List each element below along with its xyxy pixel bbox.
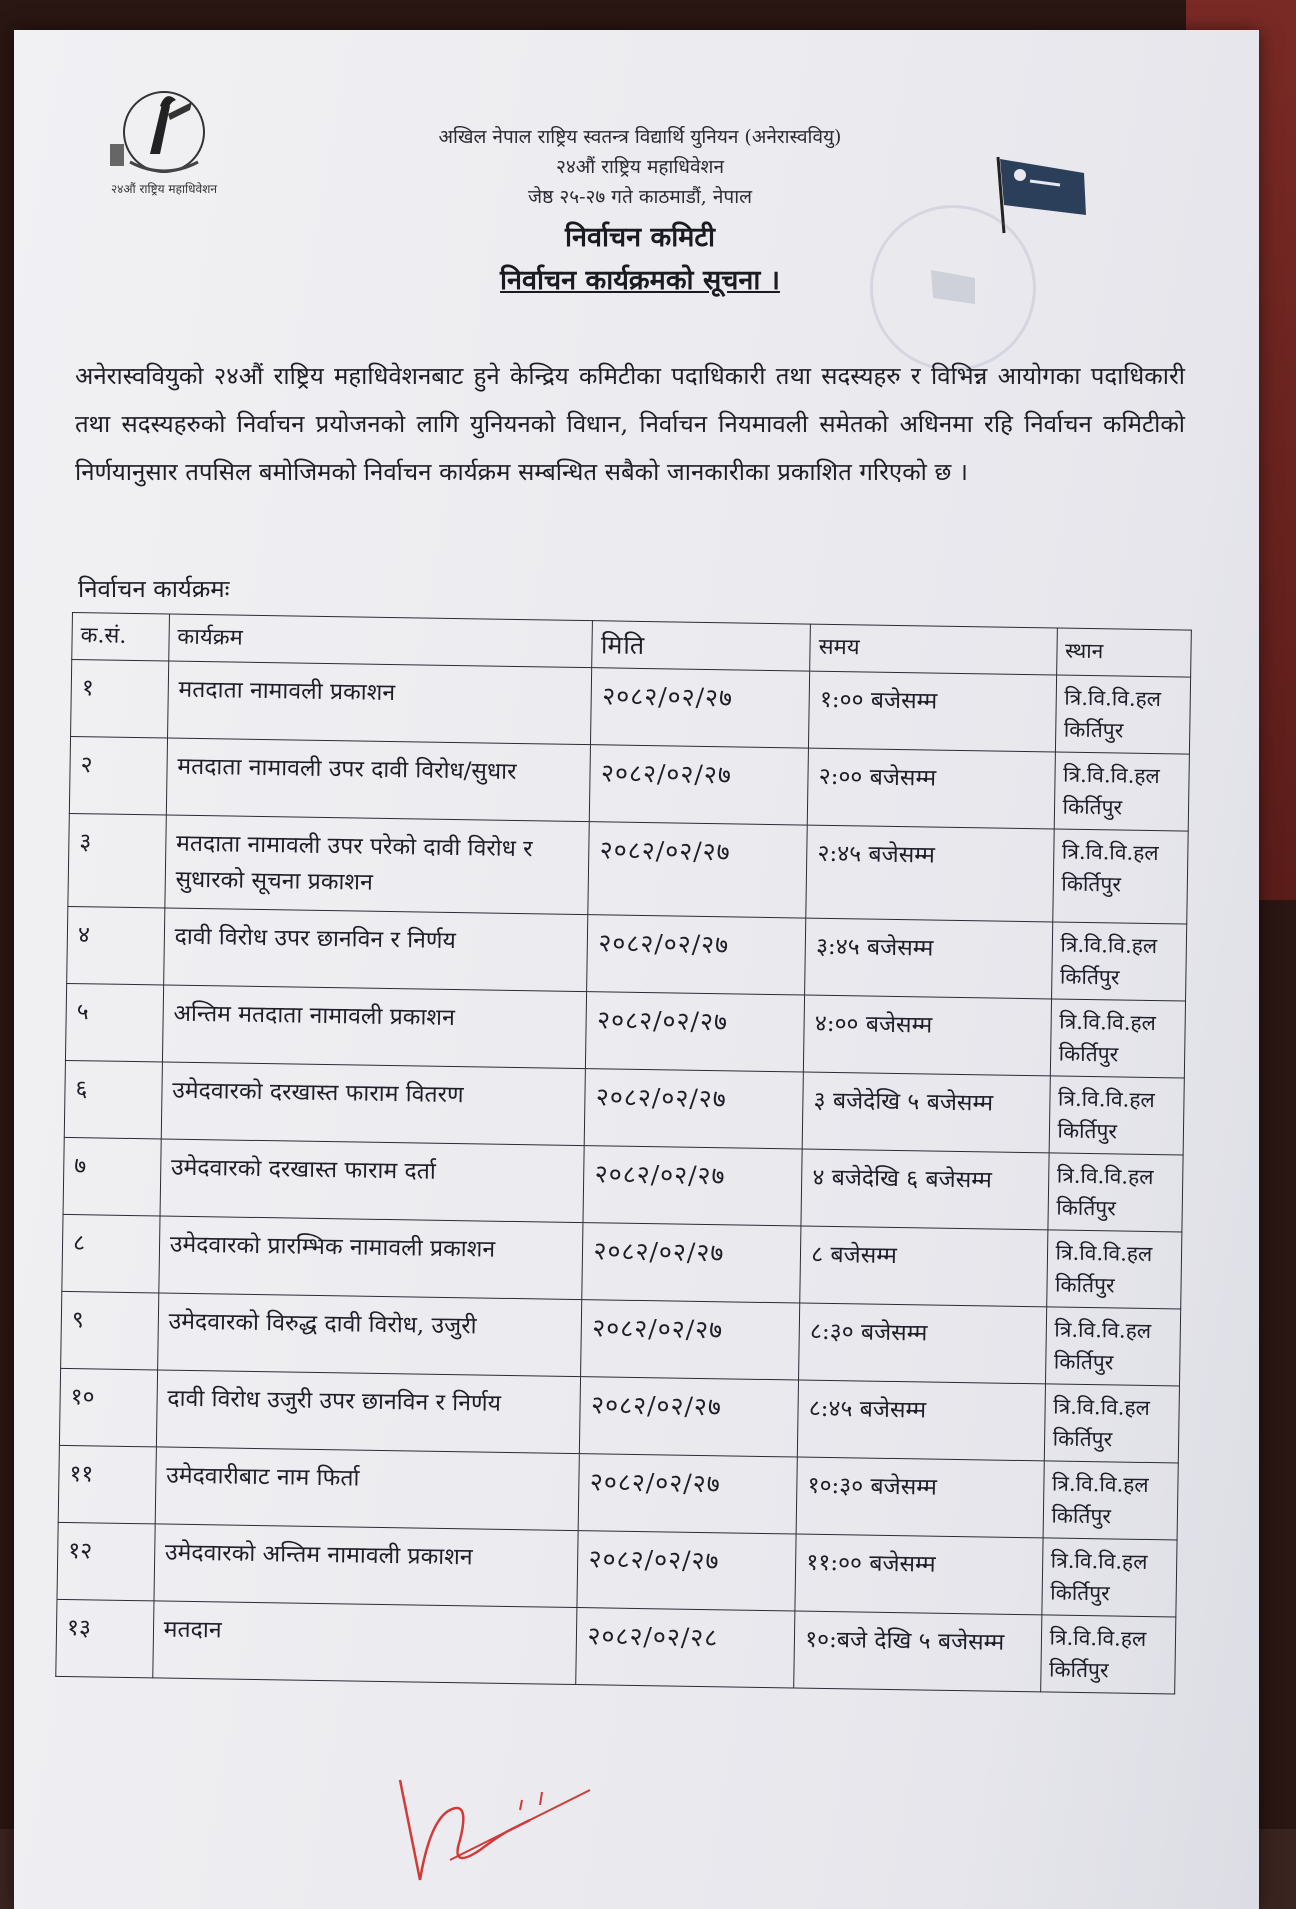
schedule-section-title: निर्वाचन कार्यक्रमः bbox=[78, 575, 230, 603]
cell-time: २:४५ बजेसम्म bbox=[806, 825, 1054, 922]
cell-program: मतदाता नामावली उपर दावी विरोध/सुधार bbox=[166, 738, 591, 822]
cell-serial: ११ bbox=[58, 1445, 156, 1524]
cell-place: त्रि.वि.वि.हल किर्तिपुर bbox=[1052, 829, 1188, 924]
cell-time: ४ बजेदेखि ६ बजेसम्म bbox=[801, 1149, 1048, 1230]
cell-program: अन्तिम मतदाता नामावली प्रकाशन bbox=[162, 985, 587, 1069]
cell-program: उमेदवारको प्रारम्भिक नामावली प्रकाशन bbox=[159, 1216, 584, 1300]
cell-serial: ५ bbox=[65, 983, 163, 1062]
cell-date: २०८२/०२/२७ bbox=[588, 822, 807, 918]
cell-time: ८:४५ बजेसम्म bbox=[798, 1380, 1045, 1461]
cell-date: २०८२/०२/२७ bbox=[582, 1223, 801, 1303]
cell-program: उमेदवारीबाट नाम फिर्ता bbox=[155, 1447, 580, 1531]
cell-time: १०:३० बजेसम्म bbox=[796, 1457, 1043, 1538]
cell-date: २०८२/०२/२७ bbox=[581, 1300, 800, 1380]
header-time: समय bbox=[810, 624, 1057, 675]
cell-program: मतदाता नामावली प्रकाशन bbox=[167, 661, 592, 745]
cell-place: त्रि.वि.वि.हल किर्तिपुर bbox=[1045, 1307, 1181, 1386]
cell-time: २:०० बजेसम्म bbox=[807, 748, 1054, 829]
cell-time: १:०० बजेसम्म bbox=[809, 671, 1056, 752]
header-place: स्थान bbox=[1056, 628, 1191, 677]
cell-place: त्रि.वि.वि.हल किर्तिपुर bbox=[1049, 1076, 1185, 1155]
cell-date: २०८२/०२/२७ bbox=[590, 745, 809, 825]
cell-serial: ४ bbox=[67, 906, 165, 985]
cell-time: ८:३० बजेसम्म bbox=[799, 1303, 1046, 1384]
cell-date: २०८२/०२/२७ bbox=[587, 915, 806, 995]
cell-place: त्रि.वि.वि.हल किर्तिपुर bbox=[1055, 675, 1191, 754]
cell-program: उमेदवारको दरखास्त फाराम वितरण bbox=[161, 1062, 586, 1146]
cell-time: १०:बजे देखि ५ बजेसम्म bbox=[794, 1611, 1041, 1692]
cell-place: त्रि.वि.वि.हल किर्तिपुर bbox=[1047, 1153, 1183, 1232]
cell-place: त्रि.वि.वि.हल किर्तिपुर bbox=[1054, 752, 1190, 831]
cell-date: २०८२/०२/२७ bbox=[586, 992, 805, 1072]
cell-time: ३:४५ बजेसम्म bbox=[805, 918, 1052, 999]
notice-header bbox=[330, 122, 950, 302]
cell-place: त्रि.वि.वि.हल किर्तिपुर bbox=[1040, 1615, 1176, 1694]
cell-date: २०८२/०२/२७ bbox=[579, 1454, 798, 1534]
cell-program: मतदान bbox=[153, 1601, 578, 1685]
cell-time: ८ बजेसम्म bbox=[800, 1226, 1047, 1307]
cell-serial: ६ bbox=[64, 1060, 162, 1139]
election-schedule-table bbox=[55, 612, 1192, 1694]
cell-program: मतदाता नामावली उपर परेको दावी विरोध र सुधारको सूचना प्रकाशन bbox=[165, 815, 590, 915]
cell-place: त्रि.वि.वि.हल किर्तिपुर bbox=[1046, 1230, 1182, 1309]
cell-program: उमेदवारको दरखास्त फाराम दर्ता bbox=[160, 1139, 585, 1223]
cell-serial: १ bbox=[71, 660, 169, 739]
cell-serial: ८ bbox=[62, 1214, 160, 1293]
cell-place: त्रि.वि.वि.हल किर्तिपुर bbox=[1041, 1538, 1177, 1617]
cell-place: त्रि.वि.वि.हल किर्तिपुर bbox=[1050, 999, 1186, 1078]
cell-date: २०८२/०२/२७ bbox=[577, 1531, 796, 1611]
cell-serial: १२ bbox=[57, 1522, 155, 1601]
convention-name: २४औं राष्ट्रिय महाधिवेशन bbox=[556, 156, 724, 178]
header-program: कार्यक्रम bbox=[168, 614, 592, 668]
cell-serial: ९ bbox=[61, 1291, 159, 1370]
convention-date-place: जेष्ठ २५-२७ गते काठमाडौं, नेपाल bbox=[527, 186, 752, 208]
cell-date: २०८२/०२/२७ bbox=[591, 668, 810, 748]
cell-serial: १३ bbox=[56, 1599, 154, 1678]
cell-place: त्रि.वि.वि.हल किर्तिपुर bbox=[1043, 1461, 1179, 1540]
cell-serial: ७ bbox=[63, 1137, 161, 1216]
cell-program: दावी विरोध उजुरी उपर छानविन र निर्णय bbox=[156, 1370, 581, 1454]
cell-date: २०८२/०२/२७ bbox=[585, 1069, 804, 1149]
table-body bbox=[56, 660, 1191, 1694]
table-row bbox=[68, 813, 1188, 924]
cell-place: त्रि.वि.वि.हल किर्तिपुर bbox=[1044, 1384, 1180, 1463]
cell-program: दावी विरोध उपर छानविन र निर्णय bbox=[163, 908, 588, 992]
intro-paragraph: अनेरास्ववियुको २४औं राष्ट्रिय महाधिवेशनबाट हुने केन्द्रिय कमिटीका पदाधिकारी तथा सदस्यहरु र विभिन्न आयोगका पदाधिकारी तथा सदस्यहरुको निर्वाचन प्रयोजनको लागि युनियनको विधान, निर्वाचन नियमावली समेतको अधिनमा रहि निर्वाचन कमिटीको निर्णयानुसार तपसिल बमोजिमको निर्वाचन कार्यक्रम सम्बन्धित सबैको जानकारीका प्रकाशित गरिएको छ । bbox=[75, 362, 1185, 486]
signature bbox=[390, 1760, 620, 1900]
cell-time: ४:०० बजेसम्म bbox=[804, 995, 1051, 1076]
cell-program: उमेदवारको विरुद्ध दावी विरोध, उजुरी bbox=[157, 1293, 582, 1377]
cell-date: २०८२/०२/२८ bbox=[576, 1608, 795, 1688]
organization-name: अखिल नेपाल राष्ट्रिय स्वतन्त्र विद्यार्थि युनियन (अनेरास्ववियु) bbox=[438, 126, 842, 148]
notice-subtitle: निर्वाचन कार्यक्रमको सूचना । bbox=[500, 265, 780, 296]
committee-title: निर्वाचन कमिटी bbox=[565, 222, 715, 253]
cell-place: त्रि.वि.वि.हल किर्तिपुर bbox=[1051, 922, 1187, 1001]
cell-time: ३ बजेदेखि ५ बजेसम्म bbox=[802, 1072, 1049, 1153]
cell-serial: ३ bbox=[68, 813, 166, 908]
cell-serial: १० bbox=[59, 1368, 157, 1447]
cell-date: २०८२/०२/२७ bbox=[580, 1377, 799, 1457]
cell-time: ११:०० बजेसम्म bbox=[795, 1534, 1042, 1615]
header-serial: क.सं. bbox=[72, 613, 169, 662]
cell-date: २०८२/०२/२७ bbox=[583, 1146, 802, 1226]
cell-program: उमेदवारको अन्तिम नामावली प्रकाशन bbox=[154, 1524, 579, 1608]
cell-serial: २ bbox=[69, 736, 167, 815]
header-date: मिति bbox=[592, 621, 810, 671]
logo-caption: २४औं राष्ट्रिय महाधिवेशन bbox=[110, 182, 218, 196]
